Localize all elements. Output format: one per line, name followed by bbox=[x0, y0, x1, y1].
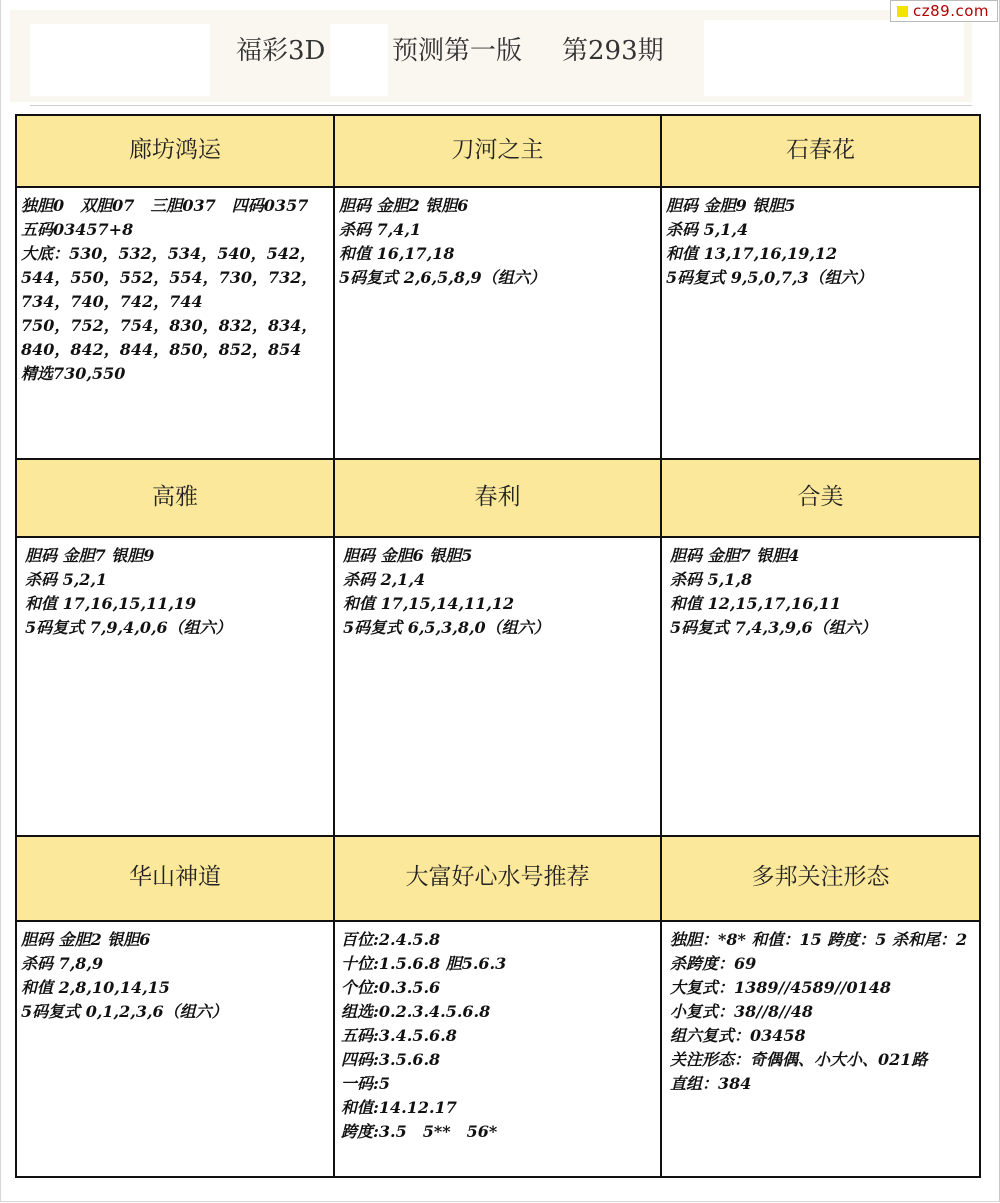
panel-title-shichunhua: 石春花 bbox=[662, 116, 979, 186]
panel-body-dafu bbox=[335, 922, 660, 1176]
panel-line: 5码复式 7,9,4,0,6（组六） bbox=[25, 618, 232, 637]
panel-title-langfang: 廊坊鸿运 bbox=[17, 116, 333, 186]
panel-line: 十位:1.5.6.8 胆5.6.3 bbox=[341, 954, 507, 973]
panel-line: 5码复式 2,6,5,8,9（组六） bbox=[339, 268, 546, 287]
panel-line: 杀码 7,4,1 bbox=[339, 220, 422, 239]
panel-line: 胆码 金胆9 银胆5 bbox=[666, 196, 796, 215]
page-title-edition: 预测第一版 bbox=[392, 36, 523, 66]
panel-body-duobang bbox=[662, 922, 979, 1176]
panel-line: 大复式：1389//4589//0148 bbox=[670, 978, 891, 997]
panel-line: 胆码 金胆2 银胆6 bbox=[21, 930, 151, 949]
panel-body-huashan bbox=[17, 922, 333, 1176]
header-blank-left bbox=[30, 24, 210, 96]
panel-body-gaoya bbox=[17, 538, 333, 835]
panel-line: 四码:3.5.6.8 bbox=[341, 1050, 441, 1069]
panel-line: 胆码 金胆7 银胆9 bbox=[25, 546, 155, 565]
panel-line: 五码:3.4.5.6.8 bbox=[341, 1026, 457, 1045]
panel-line: 独胆：*8* 和值：15 跨度：5 杀和尾：2 杀跨度：69 bbox=[670, 930, 968, 973]
page-title-lottery: 福彩3D bbox=[236, 36, 326, 66]
panel-line: 小复式：38//8//48 bbox=[670, 1002, 814, 1021]
panel-title-dafu: 大富好心水号推荐 bbox=[335, 837, 660, 920]
panel-line: 胆码 金胆2 银胆6 bbox=[339, 196, 469, 215]
panel-line: 组六复式：03458 bbox=[670, 1026, 806, 1045]
panel-line: 五码03457+8 bbox=[21, 220, 134, 239]
panel-line: 杀码 5,1,8 bbox=[670, 570, 753, 589]
panel-line: 杀码 7,8,9 bbox=[21, 954, 104, 973]
panel-line: 和值 12,15,17,16,11 bbox=[670, 594, 842, 613]
panel-line: 5码复式 6,5,3,8,0（组六） bbox=[343, 618, 550, 637]
panel-body-chunli bbox=[335, 538, 660, 835]
panel-line: 和值 2,8,10,14,15 bbox=[21, 978, 170, 997]
panel-line: 杀码 2,1,4 bbox=[343, 570, 426, 589]
panel-line: 和值 16,17,18 bbox=[339, 244, 455, 263]
panel-title-daohe: 刀河之主 bbox=[335, 116, 660, 186]
page-title-issue: 第293期 bbox=[562, 36, 664, 66]
header-divider bbox=[30, 105, 972, 106]
panel-line: 精选730,550 bbox=[21, 364, 126, 383]
panel-line: 和值 13,17,16,19,12 bbox=[666, 244, 838, 263]
badge-text: cz89.com bbox=[913, 2, 990, 20]
panel-line: 胆码 金胆6 银胆5 bbox=[343, 546, 473, 565]
panel-line: 和值 17,15,14,11,12 bbox=[343, 594, 515, 613]
panel-title-duobang: 多邦关注形态 bbox=[662, 837, 979, 920]
panel-line: 个位:0.3.5.6 bbox=[341, 978, 441, 997]
panel-line: 大底：530，532，534，540，542，544，550，552，554，730，732，734，740，742，744 bbox=[21, 244, 318, 311]
panel-title-hemei: 合美 bbox=[662, 460, 979, 536]
panel-line: 5码复式 0,1,2,3,6（组六） bbox=[21, 1002, 228, 1021]
panel-line: 一码:5 bbox=[341, 1074, 391, 1093]
panel-body-hemei bbox=[662, 538, 979, 835]
panel-title-gaoya: 高雅 bbox=[17, 460, 333, 536]
panel-body-daohe bbox=[335, 188, 660, 458]
site-watermark-badge[interactable] bbox=[890, 0, 998, 22]
panel-line: 直组：384 bbox=[670, 1074, 752, 1093]
panel-body-shichunhua bbox=[662, 188, 979, 458]
header-blank-right bbox=[704, 20, 964, 96]
panel-line: 百位:2.4.5.8 bbox=[341, 930, 441, 949]
panel-line: 跨度:3.5 5** 56* bbox=[341, 1122, 498, 1141]
panel-line: 750，752，754，830，832，834，840，842，844，850，852，854 bbox=[21, 316, 318, 359]
panel-line: 组选:0.2.3.4.5.6.8 bbox=[341, 1002, 491, 1021]
panel-line: 胆码 金胆7 银胆4 bbox=[670, 546, 800, 565]
panel-body-langfang bbox=[17, 188, 333, 458]
panel-line: 杀码 5,2,1 bbox=[25, 570, 108, 589]
panel-line: 和值:14.12.17 bbox=[341, 1098, 457, 1117]
header-blank-mid bbox=[330, 24, 388, 96]
badge-square-icon bbox=[897, 6, 908, 17]
panel-line: 和值 17,16,15,11,19 bbox=[25, 594, 197, 613]
panel-title-chunli: 春利 bbox=[335, 460, 660, 536]
panel-line: 独胆0 双胆07 三胆037 四码0357 bbox=[21, 196, 309, 215]
panel-line: 杀码 5,1,4 bbox=[666, 220, 749, 239]
panel-line: 关注形态：奇偶偶、小大小、021路 bbox=[670, 1050, 928, 1069]
panel-line: 5码复式 7,4,3,9,6（组六） bbox=[670, 618, 877, 637]
panel-line: 5码复式 9,5,0,7,3（组六） bbox=[666, 268, 873, 287]
prediction-grid bbox=[15, 114, 981, 1178]
panel-title-huashan: 华山神道 bbox=[17, 837, 333, 920]
